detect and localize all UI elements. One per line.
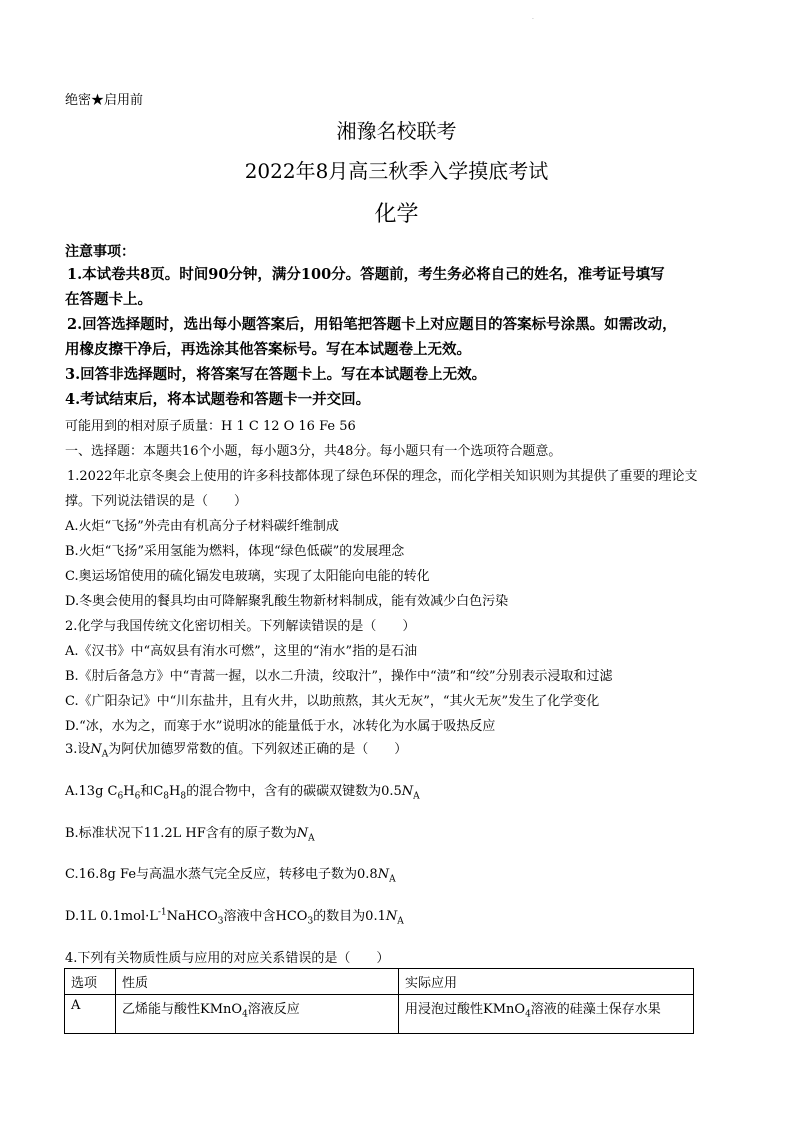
q2-option-a: A.《汉书》中“高奴县有洧水可燃”，这里的“洧水”指的是石油	[65, 644, 418, 659]
q1-option-a: A.火炬“飞扬”外壳由有机高分子材料碳纤维制成	[65, 519, 339, 534]
table-header-cell: 性质	[116, 969, 399, 995]
q2-option-c: C.《广阳杂记》中“川东盐井，且有火井，以助煎熬，其火无灰”，“其火无灰”发生了化学变化	[65, 694, 600, 709]
notes-heading: 注意事项：	[65, 244, 135, 260]
table-header-row	[65, 969, 694, 995]
secret-label: 绝密★启用前	[65, 93, 144, 108]
q3-option-c: C.16.8g Fe与高温水蒸气完全反应，转移电子数为$0.8N_A$	[65, 867, 396, 885]
table-cell: 乙烯能与酸性KMnO$_4$溶液反应	[116, 995, 399, 1034]
q4-table	[64, 968, 694, 1034]
section-heading: 一、选择题：本题共16个小题，每小题3分，共48分。每小题只有一个选项符合题意。	[65, 444, 562, 459]
table-cell: A	[65, 995, 116, 1034]
q3-option-d: D.1L $0.1mol\cdot L^{-1}NaHCO_3$溶液中含$HCO_3$的数目为$0.1N_A$	[65, 907, 404, 927]
table-cell: 用浸泡过酸性KMnO$_4$溶液的硅藻土保存水果	[399, 995, 694, 1034]
note-1b: 在答题卡上。	[65, 291, 152, 308]
note-2b: 用橡皮擦干净后，再选涂其他答案标号。写在本试题卷上无效。	[65, 341, 471, 358]
q2-stem: 2.化学与我国传统文化密切相关。下列解读错误的是（ ）	[65, 619, 416, 634]
q1-option-b: B.火炬“飞扬”采用氢能为燃料，体现“绿色低碳”的发展理念	[65, 544, 405, 559]
org-title: 湘豫名校联考	[336, 119, 457, 143]
corner-mark: ·	[532, 16, 534, 23]
note-1a: 1.本试卷共8页。时间90分钟，满分100分。答题前，考生务必将自己的姓名，准考证号填写	[67, 266, 665, 283]
table-header-cell: 选项	[65, 969, 116, 995]
subject-title: 化学	[374, 202, 419, 227]
table-header-cell: 实际应用	[399, 969, 694, 995]
q1-stem-b: 撑。下列说法错误的是（ ）	[65, 494, 248, 509]
note-3: 3.回答非选择题时，将答案写在答题卡上。写在本试题卷上无效。	[65, 366, 487, 383]
q3-option-a: A.13g $C_6H_6$和$C_8H_8$的混合物中，含有的碳碳双键数为$0.5N_A$	[65, 784, 420, 802]
q2-option-b: B.《肘后备急方》中“青蒿一握，以水二升渍，绞取汁”，操作中“渍”和“绞”分别表示浸取和过滤	[65, 669, 613, 684]
q3-option-b: B.标准状况下11.2L HF含有的原子数为$N_A$	[65, 826, 315, 844]
note-2a: 2.回答选择题时，选出每小题答案后，用铅笔把答题卡上对应题目的答案标号涂黑。如需改动，	[67, 316, 677, 333]
q1-option-d: D.冬奥会使用的餐具均由可降解聚乳酸生物新材料制成，能有效减少白色污染	[65, 594, 509, 609]
exam-title: 2022年8月高三秋季入学摸底考试	[244, 159, 549, 183]
note-4: 4.考试结束后，将本试题卷和答题卡一并交回。	[65, 391, 371, 408]
q2-option-d: D.“冰，水为之，而寒于水”说明冰的能量低于水，冰转化为水属于吸热反应	[65, 719, 496, 734]
q3-stem: 3.设$N_A$为阿伏加德罗常数的值。下列叙述正确的是（ ）	[65, 742, 408, 760]
atomic-masses: 可能用到的相对原子质量：H 1 C 12 O 16 Fe 56	[65, 419, 356, 434]
q4-stem: 4.下列有关物质性质与应用的对应关系错误的是（ ）	[65, 951, 390, 966]
table-row	[65, 995, 694, 1034]
q1-stem-a: 1.2022年北京冬奥会上使用的许多科技都体现了绿色环保的理念，而化学相关知识则为其提供了重要的理论支	[67, 469, 698, 484]
q1-option-c: C.奥运场馆使用的硫化镉发电玻璃，实现了太阳能向电能的转化	[65, 569, 430, 584]
